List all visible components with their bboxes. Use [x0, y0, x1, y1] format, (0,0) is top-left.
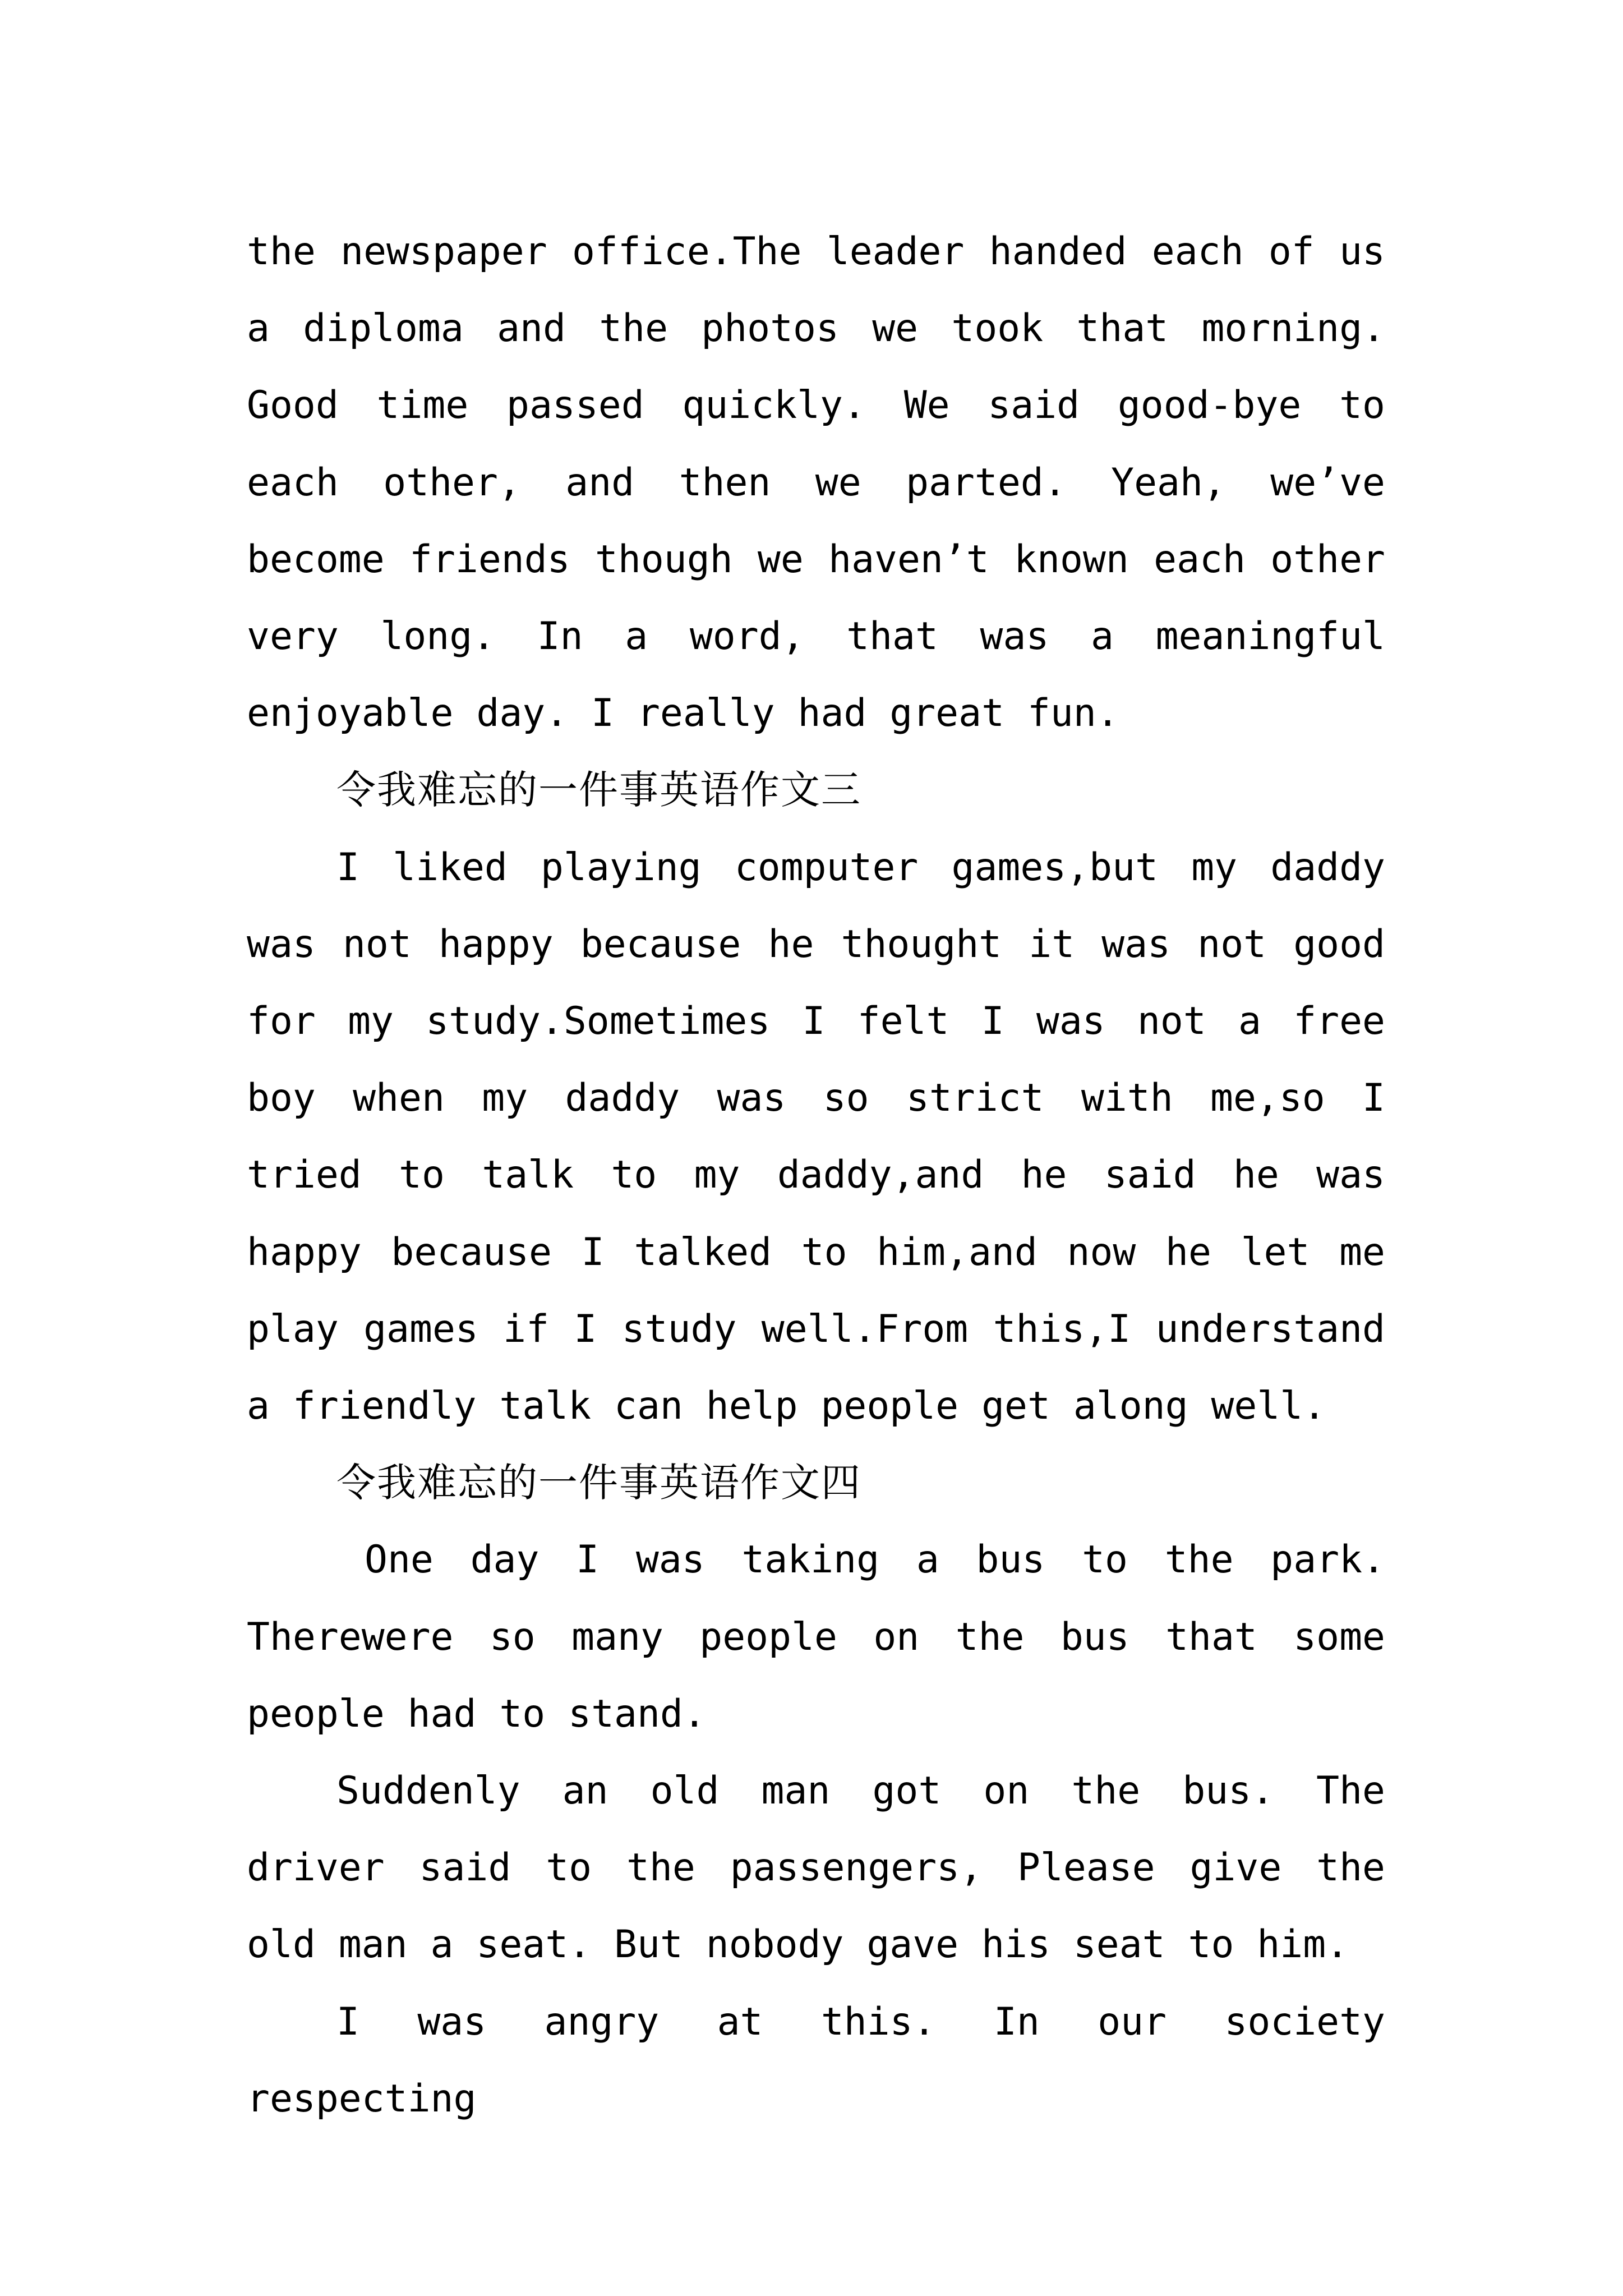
essay-heading-three: 令我难忘的一件事英语作文三 [336, 767, 861, 813]
paragraph-continuation: the newspaper office.The leader handed each of us a diploma and the photos we took that morning. Good time passed quickly. We said good-bye to each other, and then we parted. Yeah, we’ve become friends though we haven’t known each other very long. In a word, that was a meaningful enjoyable day. I really had great fun. [247, 229, 1385, 736]
paragraph-essay-four-a: One day I was taking a bus to the park. Therewere so many people on the bus that some people had to stand. [247, 1538, 1385, 1736]
document-page [247, 213, 1385, 2137]
paragraph-essay-four-c: I was angry at this. In our society respecting [247, 1999, 1385, 2121]
paragraph-essay-four-b: Suddenly an old man got on the bus. The driver said to the passengers, Please give the old man a seat. But nobody gave his seat to him. [247, 1769, 1385, 1967]
essay-heading-four: 令我难忘的一件事英语作文四 [336, 1460, 861, 1506]
paragraph-essay-three: I liked playing computer games,but my daddy was not happy because he thought it was not good for my study.Sometimes I felt I was not a free boy when my daddy was so strict with me,so I tried to talk to my daddy,and he said he was happy because I talked to him,and now he let me play games if I study well.From this,I understand a friendly talk can help people get along well. [247, 845, 1385, 1429]
